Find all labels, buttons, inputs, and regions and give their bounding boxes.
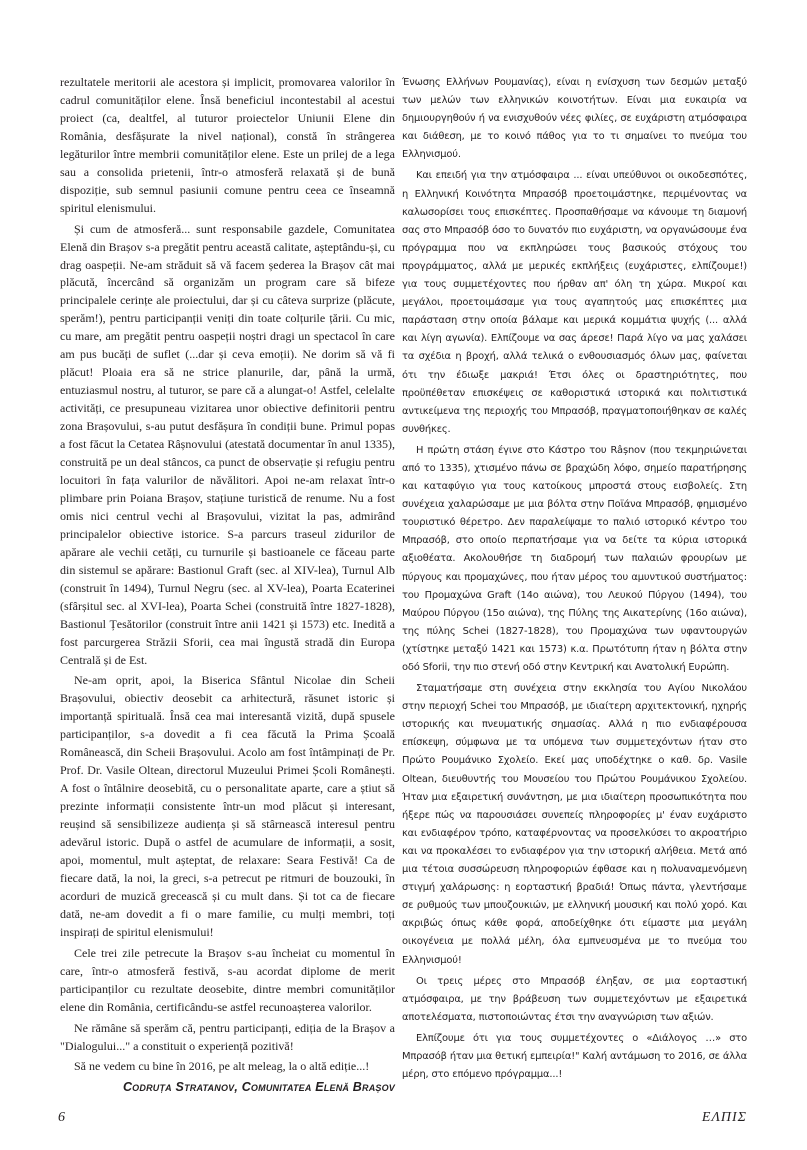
greek-article-column bbox=[402, 74, 747, 1087]
romanian-paragraph: rezultatele meritorii ale acestora și implicit, promovarea valorilor în cadrul comunităților elene. Însă beneficiul incontestabil al acestui proiect (ca, dealtfel, al tuturor proiectelor Uniunii Elene din România, desfășurate la nivel național), constă în strângerea legăturilor între membrii comunităților elene. Este un prilej de a lega sau a consolida prietenii, într-o atmosferă relaxată și de bună dispoziție, sub semnul pasiunii comune pentru ceea ce înseamnă spiritul elenismului. bbox=[60, 75, 395, 215]
greek-paragraph: Οι τρεις μέρες στο Μπρασόβ έληξαν, σε μια εορταστική ατμόσφαιρα, με την βράβευση των συμμετεχόντων με εξαιρετικά αποτελέσματα, πιστοποιώντας έτσι την αναγνώριση των αξιών. bbox=[402, 975, 747, 1023]
greek-paragraph: Η πρώτη στάση έγινε στο Κάστρο του Râșnov (που τεκμηριώνεται από το 1335), χτισμένο πάνω σε βραχώδη λόφο, σημείο παρατήρησης και καταφύγιο για τους κατοίκους μπροστά στους εισβολείς. Στη συνέχεια χαλαρώσαμε με μια βόλτα στην Ποϊάνα Μπρασόβ, φημισμένο τουριστικό θέρετρο. Δεν παραλείψαμε το παλιό ιστορικό κέντρο του Μπρασόβ, στο οποίο περπατήσαμε για να δείτε τα κύρια ιστορικά αξιοθέατα. Ακολουθήσε τη διαδρομή των παλαιών φρουρίων με πύργους και προμαχώνες, που ήταν μέρος του αμυντικού συστήματος: του Προμαχώνα Graft (14ο αιώνα), του Λευκού Πύργου (1494), του Μαύρου Πύργου (15ο αιώνα), της Πύλης της Αικατερίνης (16ο αιώνα), της πύλης Schei (1827-1828), του Προμαχώνα των υφαντουργών (χτίστηκε μεταξύ 1421 και 1573) κ.α. Πρωτότυπη ήταν η βόλτα στην οδό Sforii, την πιο στενή οδό στην Κεντρική και Ανατολική Ευρώπη. bbox=[402, 444, 747, 673]
romanian-paragraph: Să ne vedem cu bine în 2016, pe alt meleag, la o altă ediție...! bbox=[74, 1059, 370, 1074]
romanian-paragraph: Cele trei zile petrecute la Brașov s-au încheiat cu momentul în care, într-o atmosferă festivă, s-au acordat diplome de merit participanților cu rezultate deosebite, dintre membri comunităților elene din România, certificându-se astfel recunoașterea valorilor. bbox=[60, 945, 395, 1014]
greek-paragraph: Και επειδή για την ατμόσφαιρα ... είναι υπεύθυνοι οι οικοδεσπότες, η Ελληνική Κοινότητα Μπρασόβ προετοιμάστηκε, περιμένοντας να καλωσορίσει τους επισκέπτες. Προσπαθήσαμε να κάνουμε τη διαμονή σας στο Μπρασόβ όσο το δυνατόν πιο ευχάριστη, να οργανώσουμε ένα πρόγραμμα που να εκπληρώσει τους βασικούς στόχους του προγράμματος, αλλά με μερικές εκπλήξεις (ευχάριστες, ελπίζουμε!) για τους συμμετέχοντες που ήρθαν απ' όλη τη χώρα. Μικροί και μεγάλοι, προετοιμάσαμε για τους αγαπητούς μας επισκέπτες μια παράσταση στην οποία βάλαμε και μερικά κομμάτια ψυχής (... αλλά και λίγη αγωνία). Ελπίζουμε να σας άρεσε! Παρά λίγο να μας χαλάσει τα σχέδια η βροχή, αλλά τελικά ο ενθουσιασμός όλων μας, φαίνεται ότι την έδιωξε μακριά! Έτσι όλες οι δραστηριότητες, που προϋπέθεταν επισκέψεις σε καθοριστικά ιστορικά και πολιτιστικά αντικείμενα της περιοχής του Μπρασόβ, πραγματοποιήθηκαν σε καλές συνθήκες. bbox=[402, 170, 747, 435]
greek-paragraph: Ελπίζουμε ότι για τους συμμετέχοντες ο «Διάλογος …» στο Μπρασόβ ήταν μια θετική εμπειρία!" Καλή αντάμωση το 2016, σε άλλα μέρη, στο επόμενο πρόγραμμα...! bbox=[402, 1032, 747, 1081]
romanian-article-column bbox=[60, 74, 395, 1097]
author-signature: Codruța Stratanov, Comunitatea Elenă Brașov bbox=[122, 1080, 395, 1095]
romanian-paragraph: Ne rămâne să sperăm că, pentru participanți, ediția de la Brașov a "Dialogului..." a constituit o experiență pozitivă! bbox=[60, 1020, 395, 1053]
romanian-paragraph: Și cum de atmosferă... sunt responsabile gazdele, Comunitatea Elenă din Brașov s-a pregătit pentru această calitate, așteptându-și, cu drag oaspeții. Ne-am străduit să vă facem șederea la Brașov cât mai plăcută, încercând să organizăm un program care să bifeze principalele cerințe ale proiectului, dar și cu câteva surprize (plăcute, sperăm!), pentru participanții veniți din toate colțurile țării. Cu mic, cu mare, am pregătit pentru oaspeții noștri dragi un spectacol în care am pus bucăți de suflet (...dar și ceva emoții). Ne dorim să vă fi plăcut! Ploaia era să ne strice planurile, dar, până la urmă, entuziasmul nostru, al tuturor, se pare că a alungat-o! Astfel, celelalte activități, ce presupuneau vizitarea unor obiective definitorii pentru zona Brașovului, s-au putut desfășura în condiții bune. Primul popas a fost făcut la Cetatea Râșnovului (atestată documentar în anul 1335), construită pe un deal stâncos, ca punct de observație și refugiu pentru locuitori în fața valurilor de năvălitori. Apoi ne-am relaxat într-o plimbare prin Poiana Brașov, stațiune turistică de renume. Nu a fost omis nici centrul vechi al Brașovului, vizitat la pas, admirând principalelor obiective istorice. S-a parcurs traseul zidurilor de apărare ale vechii cetăți, cu turnurile și bastioanele ce făceau parte din sistemul se apărare: Bastionul Graft (sec. al XIV-lea), Turnul Alb (construit în 1494), Turnul Negru (sec. al XV-lea), Poarta Ecaterinei (sfârșitul sec. al XVI-lea), Poarta Schei (construită între 1827-1828), Bastionul Țesătorilor (construit între anii 1421 și 1573) etc. Inedită a fost parcurgerea Străzii Sforii, cea mai îngustă stradă din Europa Centrală și de Est. bbox=[60, 221, 395, 667]
page-number: 6 bbox=[58, 1110, 65, 1125]
greek-paragraph: Σταματήσαμε στη συνέχεια στην εκκλησία του Αγίου Νικολάου στην περιοχή Schei του Μπρασόβ, με ιδιαίτερη αρχιτεκτονική, ηχηρής ιστορικής και πνευματικής σημασίας. Αλλά η πιο ενδιαφέρουσα επίσκεψη, σύμφωνα με τα υπόμενα των συμμετεχόντων ήταν στο Πρώτο Ρουμάνικο Σχολείο. Εκεί μας υποδέχτηκε ο καθ. δρ. Vasile Oltean, διευθυντής του Μουσείου του Πρώτου Ρουμάνικου Σχολείου. Ήταν μια εξαιρετική συνάντηση, με μια ιδιαίτερη προσωπικότητα που ήξερε πώς να παρουσιάσει συνεπείς πληροφορίες μ' έναν ευχάριστο και ενδιαφέρον τρόπο, καταφέρνοντας να προσελκύσει το ακροατήριο και να προκαλέσει το ενδιαφέρον για την ιστορική αλήθεια. Μετά από μια τέτοια συσσώρευση πληροφοριών έφθασε και η πολυαναμενόμενη στιγμή χαλάρωσης: η εορταστική βραδιά! Όπως πάντα, γλεντήσαμε σε ρυθμούς των μπουζουκιών, με ελληνική μουσική και πολύ χορό. Και ακριβώς όπως κάθε φορά, αποδείχθηκε ότι είμαστε μια μεγάλη οικογένεια με πολλά μέλη, όλα εμπνευσμένα με το πνεύμα του Ελληνισμού! bbox=[402, 683, 747, 966]
page-footer bbox=[0, 1110, 807, 1134]
magazine-name: ΕΛΠΙΣ bbox=[701, 1110, 747, 1125]
romanian-paragraph: Ne-am oprit, apoi, la Biserica Sfântul Nicolae din Scheii Brașovului, obiectiv deosebit ca arhitectură, răsunet istoric și importanță spirituală. Însă cea mai interesantă vizită, după spusele participanților, s-a dovedit a fi cea făcută la Prima Școală Românească, din Scheii Brașovului. Acolo am fost întâmpinați de Pr. Prof. Dr. Vasile Oltean, directorul Muzeului Primei Școli Românești. A fost o întâlnire deosebită, cu o personalitate aparte, care a știut să prezinte informații consistente într-un mod plăcut și interesant, reușind să sensibilizeze audiența și să stârnească interesul pentru adevărul istoric. După o astfel de acumulare de informații, a sosit, apoi, momentul, mult așteptat, de relaxare: Seara Festivă! Ca de fiecare dată, la noi, la greci, s-a petrecut pe ritmuri de bouzouki, în acorduri de muzică grecească și cu mult dans. Și tot ca de fiecare dată, ne-am dovedit a fi o mare familie, cu mulți membri, toți inspirați de spiritul elenismului! bbox=[60, 673, 395, 939]
greek-paragraph: Ένωσης Ελλήνων Ρουμανίας), είναι η ενίσχυση των δεσμών μεταξύ των μελών των ελληνικών κοινοτήτων. Είναι μια ευκαιρία να δημιουργηθούν ή να ενισχυθούν νέες φιλίες, σε ευχάριστη ατμόσφαιρα και διάθεση, με το κοινό πάθος για το τι σημαίνει το πνεύμα του Ελληνισμού. bbox=[402, 77, 747, 161]
